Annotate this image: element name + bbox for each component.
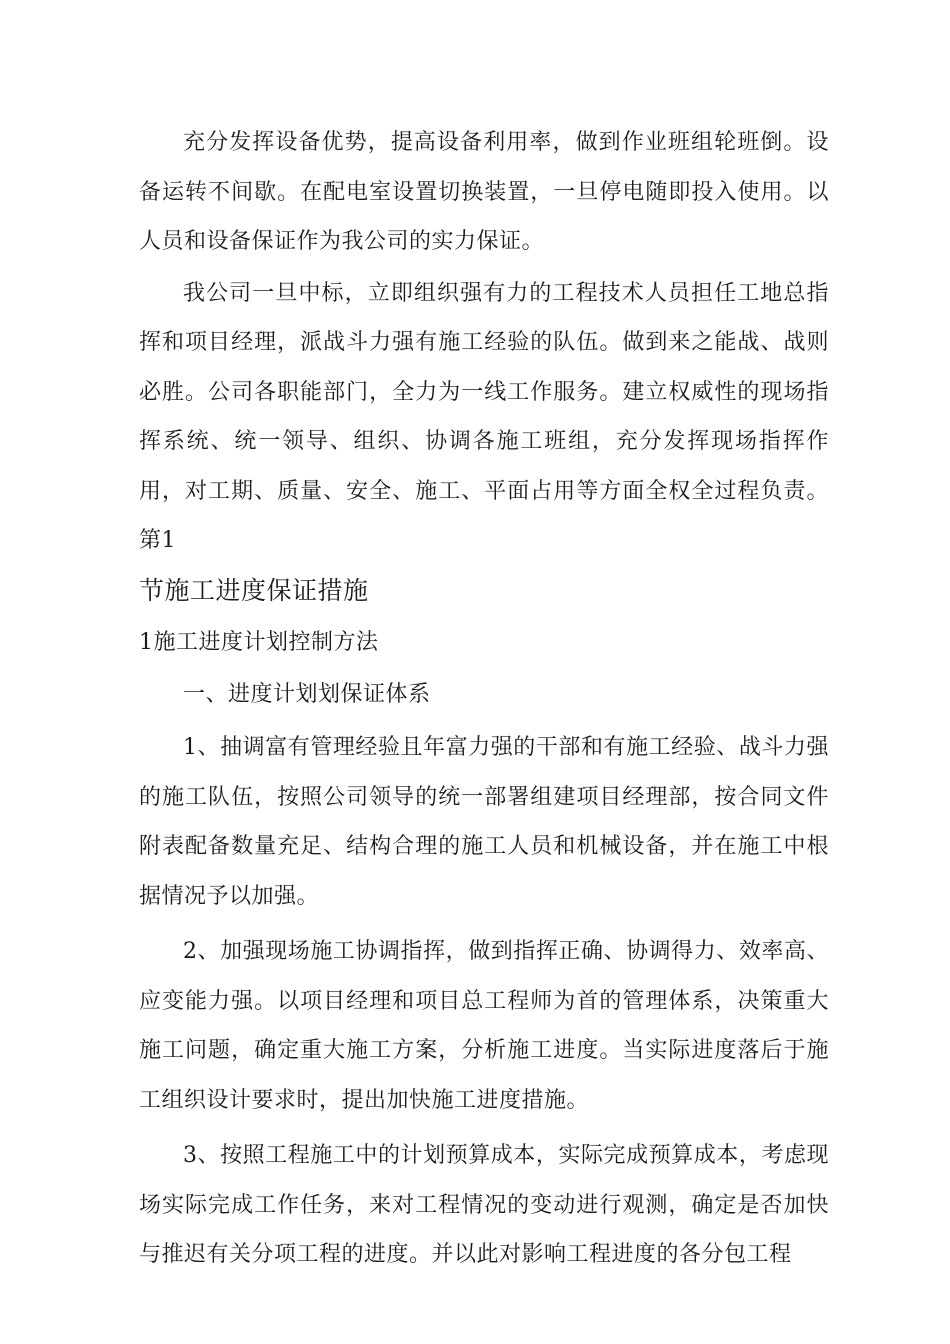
- section-title-line: [139, 566, 829, 618]
- paragraph-item-3: 3、按照工程施工中的计划预算成本，实际完成预算成本，考虑现场实际完成工作任务，来对工程情况的变动进行观测，确定是否加快与推迟有关分项工程的进度。并以此对影响工程进度的各分包工程: [139, 1143, 829, 1267]
- paragraph-item-1: 1、抽调富有管理经验且年富力强的干部和有施工经验、战斗力强的施工队伍，按照公司领导的统一部署组建项目经理部，按合同文件附表配备数量充足、结构合理的施工人员和机械设备，并在施工中根据情况予以加强。: [139, 735, 829, 909]
- paragraph-organization: 我公司一旦中标，立即组织强有力的工程技术人员担任工地总指挥和项目经理，派战斗力强有施工经验的队伍。做到来之能战、战则必胜。公司各职能部门，全力为一线工作服务。建立权威性的现场指挥系统、统一领导、组织、协调各施工班组，充分发挥现场指挥作用，对工期、质量、安全、施工、平面占用等方面全权全过程负责。第1: [139, 280, 829, 553]
- paragraph-equipment: 充分发挥设备优势，提高设备利用率，做到作业班组轮班倒。设备运转不间歇。在配电室设置切换装置，一旦停电随即投入使用。以人员和设备保证作为我公司的实力保证。: [139, 130, 829, 254]
- subheading-progress-control: 1施工进度计划控制方法: [139, 630, 379, 655]
- subheading-guarantee-system: 一、进度计划划保证体系: [183, 682, 431, 707]
- paragraph-item-2: 2、加强现场施工协调指挥，做到指挥正确、协调得力、效率高、应变能力强。以项目经理和项目总工程师为首的管理体系，决策重大施工问题，确定重大施工方案，分析施工进度。当实际进度落后于施工组织设计要求时，提出加快施工进度措施。: [139, 939, 829, 1113]
- document-body: [139, 118, 829, 1280]
- section-title: 节施工进度保证措施: [139, 575, 369, 605]
